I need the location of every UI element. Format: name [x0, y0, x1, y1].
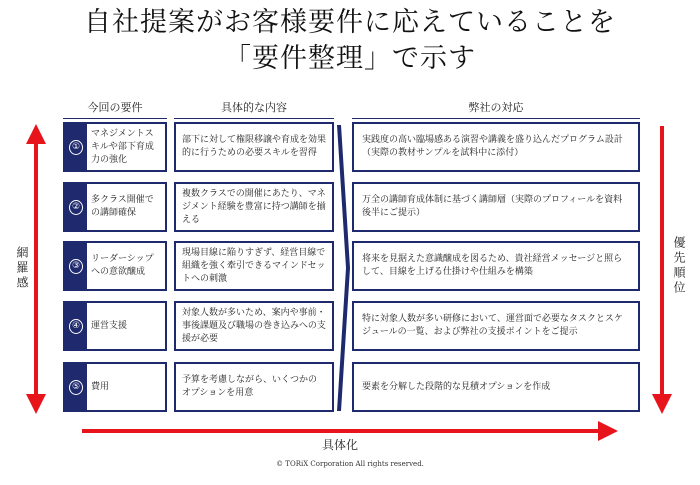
row-number: ①	[69, 140, 83, 155]
response-cell: 万全の講師育成体制に基づく講師層（実際のプロフィールを資料後半にご提示）	[352, 182, 640, 232]
row-number-badge	[69, 184, 83, 230]
row-number: ④	[69, 319, 83, 334]
center-chevron-icon	[337, 125, 350, 411]
row-number: ⑤	[69, 380, 83, 395]
content-cell: 複数クラスでの開催にあたり、マネジメント経験を豊富に持つ講師を揃える	[174, 182, 334, 232]
requirement-text: マネジメントスキルや部下育成力の強化	[87, 124, 165, 170]
response-cell: 特に対象人数が多い研修において、運営面で必要なタスクとスケジュールの一覧、および弊社の支援ポイントをご提示	[352, 301, 640, 351]
content-cell: 対象人数が多いため、案内や事前・事後課題及び職場の巻き込みへの支援が必要	[174, 301, 334, 351]
header-requirement: 今回の要件	[63, 99, 167, 119]
copyright-text: © TORiX Corporation All rights reserved.	[276, 460, 424, 468]
requirement-text: リーダーシップへの意欲醸成	[87, 243, 165, 289]
requirement-cell	[63, 362, 167, 412]
content-cell: 現場目線に陥りすぎず、経営目線で組織を強く牽引できるマインドセットへの刺激	[174, 241, 334, 291]
header-response: 弊社の対応	[352, 99, 640, 119]
requirement-cell	[63, 241, 167, 291]
row-number-badge	[69, 364, 83, 410]
content-cell: 予算を考慮しながら、いくつかのオプションを用意	[174, 362, 334, 412]
bottom-axis-label: 具体化	[322, 438, 359, 452]
requirement-text: 運営支援	[87, 303, 165, 349]
header-content: 具体的な内容	[174, 99, 334, 119]
right-axis-label: 優先順位	[672, 236, 686, 296]
page-title-line2: 「要件整理」で示す	[224, 43, 476, 74]
requirement-cell	[63, 301, 167, 351]
response-cell: 実践度の高い臨場感ある演習や講義を盛り込んだプログラム設計（実際の教材サンプルを試料中に添付）	[352, 122, 640, 172]
row-number: ③	[69, 259, 83, 274]
left-axis-label: 網羅感	[15, 246, 29, 291]
requirement-text: 費用	[87, 364, 165, 410]
content-cell: 部下に対して権限移譲や育成を効果的に行うための必要スキルを習得	[174, 122, 334, 172]
response-cell: 将来を見据えた意識醸成を図るため、貴社経営メッセージと照らして、目線を上げる仕掛けや仕組みを構築	[352, 241, 640, 291]
row-number-badge	[69, 243, 83, 289]
right-down-arrow-icon	[652, 126, 672, 414]
requirement-text: 多クラス開催での講師確保	[87, 184, 165, 230]
requirement-cell	[63, 182, 167, 232]
requirement-cell	[63, 122, 167, 172]
response-cell: 要素を分解した段階的な見積オプションを作成	[352, 362, 640, 412]
row-number: ②	[69, 200, 83, 215]
page-title-line1: 自社提案がお客様要件に応えていることを	[84, 7, 616, 38]
row-number-badge	[69, 303, 83, 349]
row-number-badge	[69, 124, 83, 170]
